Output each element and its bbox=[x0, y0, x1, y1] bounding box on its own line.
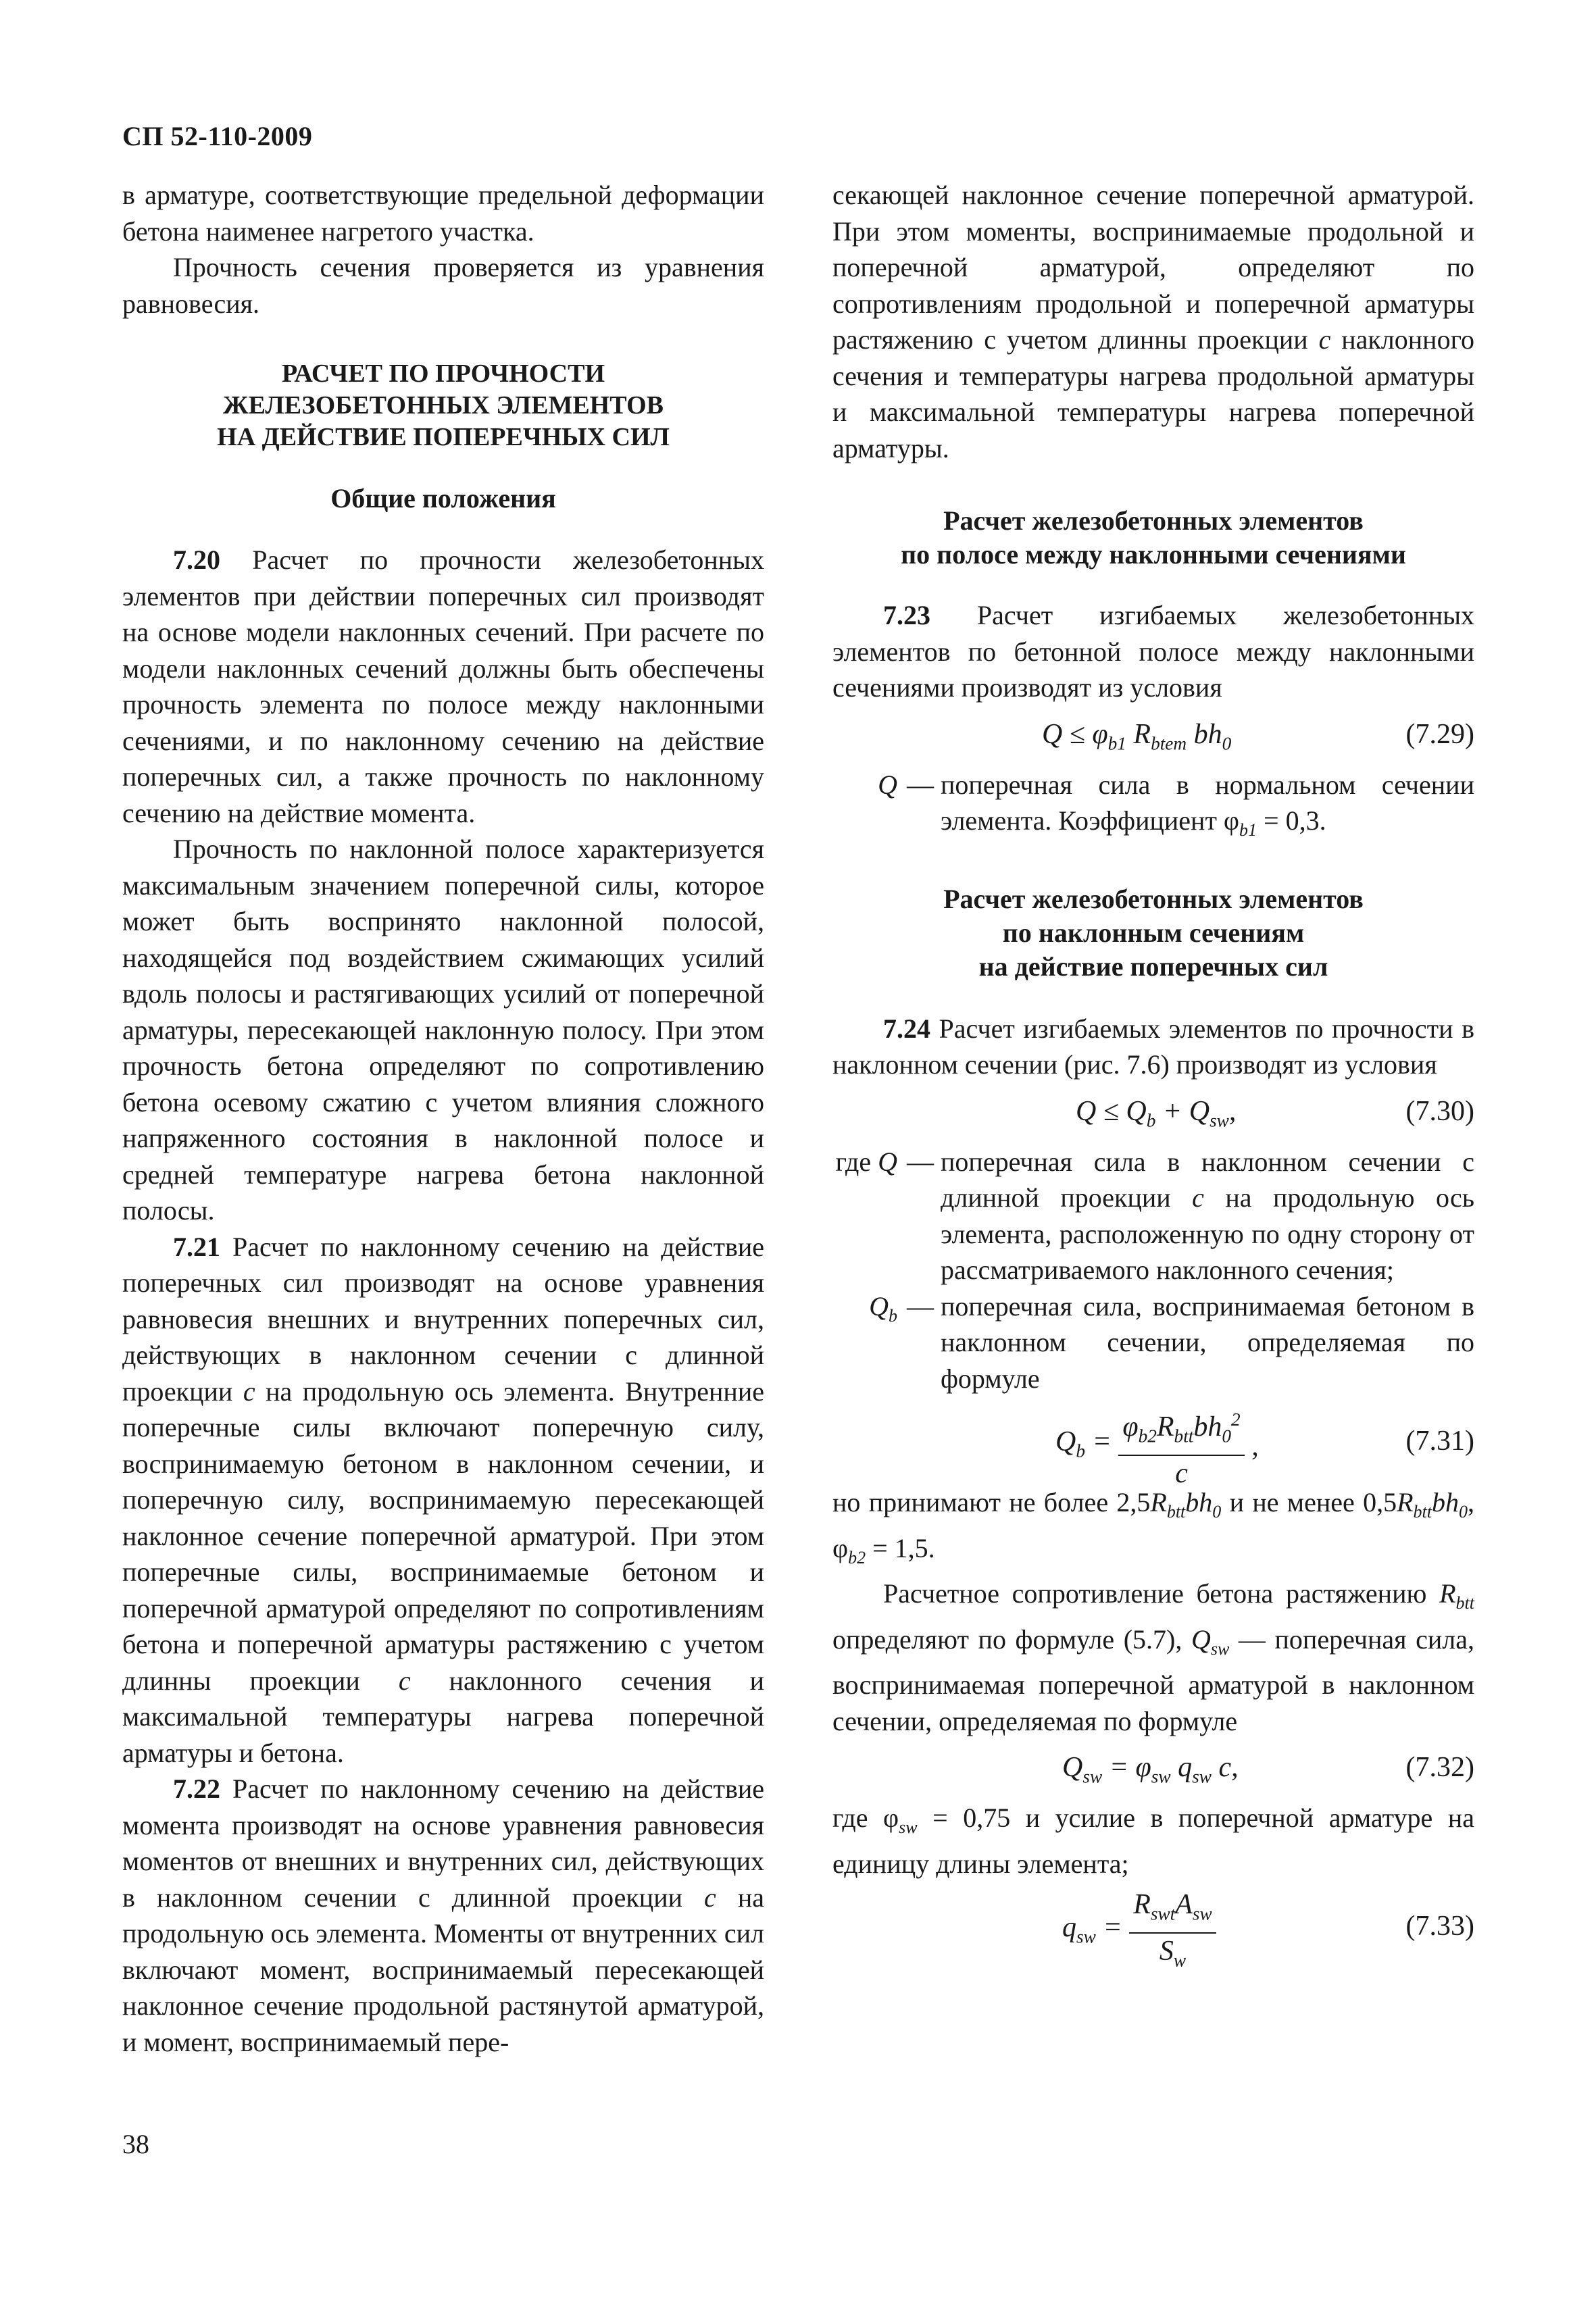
paragraph-7-20: 7.20 Расчет по прочности железобетонных элементов при действии поперечных сил производят на основе модели наклонных сечений. При расчете по модели наклонных сечений должны быть обеспечены прочность элемента по полосе между наклонными сечениями, и по наклонному сечению на действие поперечных сил, а также прочность по наклонному сечению на действие момента. bbox=[122, 545, 764, 828]
paragraph-7-23: 7.23 Расчет изгибаемых железобетонных элементов по бетонной полосе между наклонными сечениями производят из условия bbox=[832, 600, 1474, 703]
paragraph-limits: но принимают не более $2,5R_{btt}bh_0$ и не менее $0,5R_{btt}bh_0$, $\varphi_{b2} = 1,5$. bbox=[832, 1487, 1474, 1567]
equation-number: (7.33) bbox=[1405, 1911, 1474, 1942]
paragraph-continuation-right: секающей наклонное сечение поперечной арматурой. При этом моменты, воспринимаемые продольной и поперечной арматурой, определяют по сопротивлениям продольной и поперечной арматуры растяжению с учетом длинны проекции c наклонного сечения и температуры нагрева продольной арматуры и максимальной температуры нагрева поперечной арматуры. bbox=[832, 180, 1474, 463]
section-heading: РАСЧЕТ ПО ПРОЧНОСТИ ЖЕЛЕЗОБЕТОННЫХ ЭЛЕМЕНТОВ НА ДЕЙСТВИЕ ПОПЕРЕЧНЫХ СИЛ bbox=[217, 359, 670, 451]
paragraph-7-21: 7.21 Расчет по наклонному сечению на действие поперечных сил производят на основе уравнения равновесия внешних и внутренних поперечных сил, действующих в наклонном сечении с длинной проекции c на продольную ось элемента. Внутренние поперечные силы включают поперечную силу, воспринимаемую бетоном в наклонном сечении, и поперечную силу, воспринимаемую пересекающей наклонное сечение поперечной арматурой. При этом поперечные силы, воспринимаемые бетоном и поперечной арматурой определяют по сопротивлениям бетона и поперечной арматуры растяжению с учетом длинны проекции c наклонного сечения и максимальной температуры нагрева поперечной арматуры и бетона. bbox=[122, 1231, 764, 1768]
equation-number: (7.29) bbox=[1405, 718, 1474, 750]
heading-strip-calculation: Расчет железобетонных элементов по полосе между наклонными сечениями bbox=[901, 505, 1406, 570]
page-number: 38 bbox=[122, 2129, 149, 2159]
equation-number: (7.30) bbox=[1405, 1095, 1474, 1127]
paragraph-rbtt: Расчетное сопротивление бетона растяжению $R_{btt}$ определяют по формуле (5.7), $Q_{sw}$ — поперечная сила, воспринимаемая поперечной арматурой в наклонном сечении, определяемая по формуле bbox=[832, 1578, 1475, 1736]
formula-expression: $Q \le \varphi_{b1}$ $R_{btem}$ $bh_0$ bbox=[1042, 718, 1232, 753]
document-header: СП 52-110-2009 bbox=[122, 121, 313, 151]
definition-item: $Q_b$ — поперечная сила, воспринимаемая бетоном в наклонном сечении, определяемая по формуле bbox=[869, 1290, 1474, 1394]
formula-expression: $Q_{sw} = \varphi_{sw}$ $q_{sw}$ c, bbox=[1062, 1752, 1239, 1787]
paragraph-phi-sw: где $\varphi_{sw} = 0,75$ и усилие в поперечной арматуре на единицу длины элемента; bbox=[832, 1803, 1474, 1879]
subsection-heading: Общие положения bbox=[330, 483, 556, 513]
formula-expression: $Q_b$ = $\frac{\varphi_{b2}R_{btt}bh_0^2}{c}$ , bbox=[1055, 1402, 1259, 1492]
right-column bbox=[832, 177, 1474, 1969]
formula-expression: $q_{sw}$ = $\frac{R_{swt}A_{sw}}{S_w}$ bbox=[1062, 1887, 1216, 1979]
paragraph-7-22: 7.22 Расчет по наклонному сечению на действие момента производят на основе уравнения равновесия моментов от внешних и внутренних сил, действующих в наклонном сечении с длинной проекции c на продольную ось элемента. Моменты от внутренних сил включают момент, воспринимаемый пересекающей наклонное сечение продольной растянутой арматурой, и момент, воспринимаемый пере- bbox=[122, 1774, 764, 2057]
left-column bbox=[122, 177, 764, 2060]
equation-number: (7.31) bbox=[1405, 1426, 1474, 1457]
heading-inclined-sections: Расчет железобетонных элементов по наклонным сечениям на действие поперечных сил bbox=[943, 883, 1364, 982]
paragraph-7-20-b: Прочность по наклонной полосе характеризуется максимальным значением поперечной силы, которое может быть воспринято наклонной полосой, находящейся под воздействием сжимающих усилий вдоль полосы и растягивающих усилий от поперечной арматуры, пересекающей наклонную полосу. При этом прочность бетона определяют по сопротивлению бетона осевому сжатию с учетом влияния сложного напряженного состояния в наклонной полосе и средней температуре нагрева бетона наклонной полосы. bbox=[122, 834, 764, 1226]
formula-7-30 bbox=[832, 1083, 1474, 1144]
equation-number: (7.32) bbox=[1405, 1752, 1474, 1783]
paragraph-continuation: в арматуре, соответствующие предельной деформации бетона наименее нагретого участка. bbox=[122, 180, 764, 247]
paragraph-equilibrium: Прочность сечения проверяется из уравнения равновесия. bbox=[122, 252, 764, 319]
definition-list-7-30 bbox=[832, 1144, 1474, 1397]
formula-7-31 bbox=[832, 1397, 1474, 1489]
definition-item: Q — поперечная сила в нормальном сечении элемента. Коэффициент $\varphi_{b1} = 0,3$. bbox=[878, 769, 1474, 840]
formula-7-32 bbox=[832, 1739, 1474, 1800]
formula-7-33 bbox=[832, 1882, 1474, 1969]
definition-item: где Q — поперечная сила в наклонном сечении с длинной проекции c на продольную ось элемента, расположенную по одну сторону от рассматриваемого наклонного сечения; bbox=[835, 1146, 1474, 1285]
formula-7-29 bbox=[832, 706, 1474, 767]
paragraph-7-24: 7.24 Расчет изгибаемых элементов по прочности в наклонном сечении (рис. 7.6) производят из условия bbox=[832, 1013, 1474, 1080]
formula-expression: $Q \le Q_b + Q_{sw}$, bbox=[1076, 1095, 1237, 1130]
definition-list-7-29 bbox=[832, 767, 1474, 849]
